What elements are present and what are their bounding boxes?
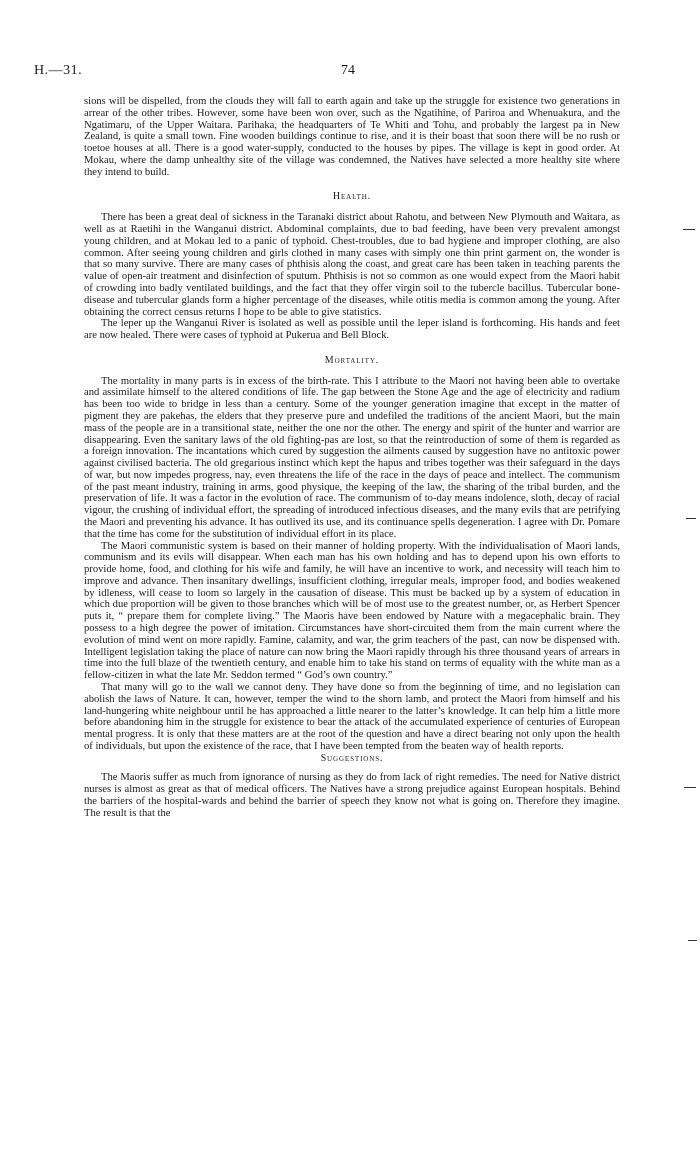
health-paragraph-1: There has been a great deal of sickness in the Taranaki district about Rahotu, and between New Plymouth and Waitara, as well as at Raetihi in the Wanganui district. Abdominal complaints, due to bad feeding, have been very prevalent amongst young children, and at Mokau led to a panic of typhoid. Chest-troubles, due to bad hygiene and improper clothing, are also common. After seeing young children and girls clothed in many cases with simply one thin print garment on, the wonder is that so many survive. There are many cases of phthisis along the coast, and great care has been taken in teaching parents the value of open-air treatment and disinfection of sputum. Phthisis is not so common as one would expect from the Maori habit of crowding into badly ventilated buildings, and the fact that they offer virgin soil to the tubercle bacillus. Tubercular bone-disease and tubercular glands form a higher percentage of the diseases, while otitis media is common among the young. After obtaining the correct census returns I hope to be able to give statistics. — [84, 212, 620, 318]
margin-mark-right-3 — [684, 787, 696, 788]
document-body — [84, 96, 620, 820]
section-heading-health: Health. — [332, 191, 372, 203]
section-heading-mortality: Mortality. — [324, 354, 380, 366]
page-number: 74 — [341, 63, 355, 78]
section-heading-suggestions: Suggestions. — [320, 752, 384, 764]
mortality-paragraph-2: The Maori communistic system is based on their manner of holding property. With the individualisation of Maori lands, communism and its evils will disappear. When each man has his own holding and has to depend upon his own efforts to provide home, food, and clothing for his wife and family, he will have an incentive to work, and necessity will teach him to improve and advance. Then insanitary dwellings, insufficient clothing, irregular meals, improper food, and bodies weakened by idleness, will cease to loom so largely in the causation of disease. This must be backed up by a system of education in which due proportion will be given to those branches which will be of most use to the greatest number, or, as Herbert Spencer puts it, “ prepare them for complete living.” The Maoris have been endowed by Nature with a megacephalic brain. They possess to a high degree the power of imitation. Circumstances have short-circuited them from the main current where the evolution of mind went on more rapidly. Famine, calamity, and war, the grim teachers of the past, can now be dispensed with. Intelligent legislation taking the place of nature can now bring the Maori rapidly through his three thousand years of arrears in time into the full blaze of the twentieth century, and enable him to take his stand on terms of equality with the white man as a fellow-citizen in what the late Mr. Seddon termed “ God’s own country.” — [84, 540, 620, 682]
mortality-paragraph-1: The mortality in many parts is in excess of the birth-rate. This I attribute to the Maori not having been able to overtake and assimilate himself to the altered conditions of life. The gap between the Stone Age and the age of electricity and radium has been too wide to bridge in less than a century. Some of the younger generation imagine that except in the matter of pigment they are pakehas, the elders that they preserve pure and undefiled the traditions of the ancient Maori, but the main mass of the people are in a transitional state, neither the one nor the other. The energy and spirit of the hunter and warrior are disappearing. Even the sanitary laws of the old fighting-pas are lost, so that the reintroduction of some of them is regarded as a foreign innovation. The incantations which cured by suggestion the ailments caused by suggestion have no antitoxic power against civilised bacteria. The old gregarious instinct which kept the hapus and tribes together was their safeguard in the days of war, but now impedes progress, nay, even threatens the life of the race in the days of peace and intellect. The communism of the past meant industry, training in arms, good physique, the keeping of the law, the sharing of the tribal burden, and the preservation of life. It was a factor in the evolution of race. The communism of to-day means indolence, sloth, decay of racial vigour, the crushing of individual effort, the spreading of introduced infectious diseases, and the many evils that are petrifying the Maori and preventing his advance. It has outlived its use, and its continuance spells degeneration. I agree with Dr. Pomare that the time has come for the substitution of individual effort in its place. — [84, 375, 620, 540]
margin-mark-right-2 — [686, 518, 696, 519]
margin-mark-right-1 — [683, 229, 695, 230]
mortality-paragraph-3: That many will go to the wall we cannot deny. They have done so from the beginning of time, and no legislation can abolish the laws of Nature. It can, however, temper the wind to the shorn lamb, and protect the Maori from himself and his land-hungering white neighbour until he has approached a little nearer to the latter’s knowledge. It can help him a little more before abandoning him in the struggle for existence to bear the attack of the accumulated experience of centuries of European mental progress. It is only that these matters are at the root of the question and have a direct bearing not only upon the health of individuals, but upon the existence of the race, that I have been tempted from the beaten way of health reports. — [84, 681, 620, 752]
page-header — [34, 63, 662, 83]
suggestions-paragraph-1: The Maoris suffer as much from ignorance of nursing as they do from lack of right remedies. The need for Native district nurses is almost as great as that of medical officers. The Natives have a strong prejudice against European hospitals. Behind the barriers of the hospital-wards and behind the barrier of speech they know not what is going on. Therefore they imagine. The result is that the — [84, 772, 620, 819]
margin-mark-right-4 — [688, 940, 697, 941]
document-reference: H.—31. — [34, 63, 83, 78]
health-paragraph-2: The leper up the Wanganui River is isolated as well as possible until the leper island is forthcoming. His hands and feet are now healed. There were cases of typhoid at Pukerua and Bell Block. — [84, 318, 620, 342]
intro-paragraph: sions will be dispelled, from the clouds they will fall to earth again and take up the struggle for existence two generations in arrear of the other tribes. However, some have been won over, such as the Ngatihine, of Pariroa and Whenuakura, and the Ngatimaru, of the Upper Waitara. Parihaka, the headquarters of Te Whiti and Tohu, and probably the largest pa in New Zealand, is quite a small town. Fine wooden buildings continue to rise, and it is their boast that soon there will be no rush or toetoe houses at all. There is a good water-supply, conducted to the houses by pipes. The village is kept in good order. At Mokau, where the damp unhealthy site of the village was condemned, the Natives have selected a more healthy site where they intend to build. — [84, 96, 620, 178]
